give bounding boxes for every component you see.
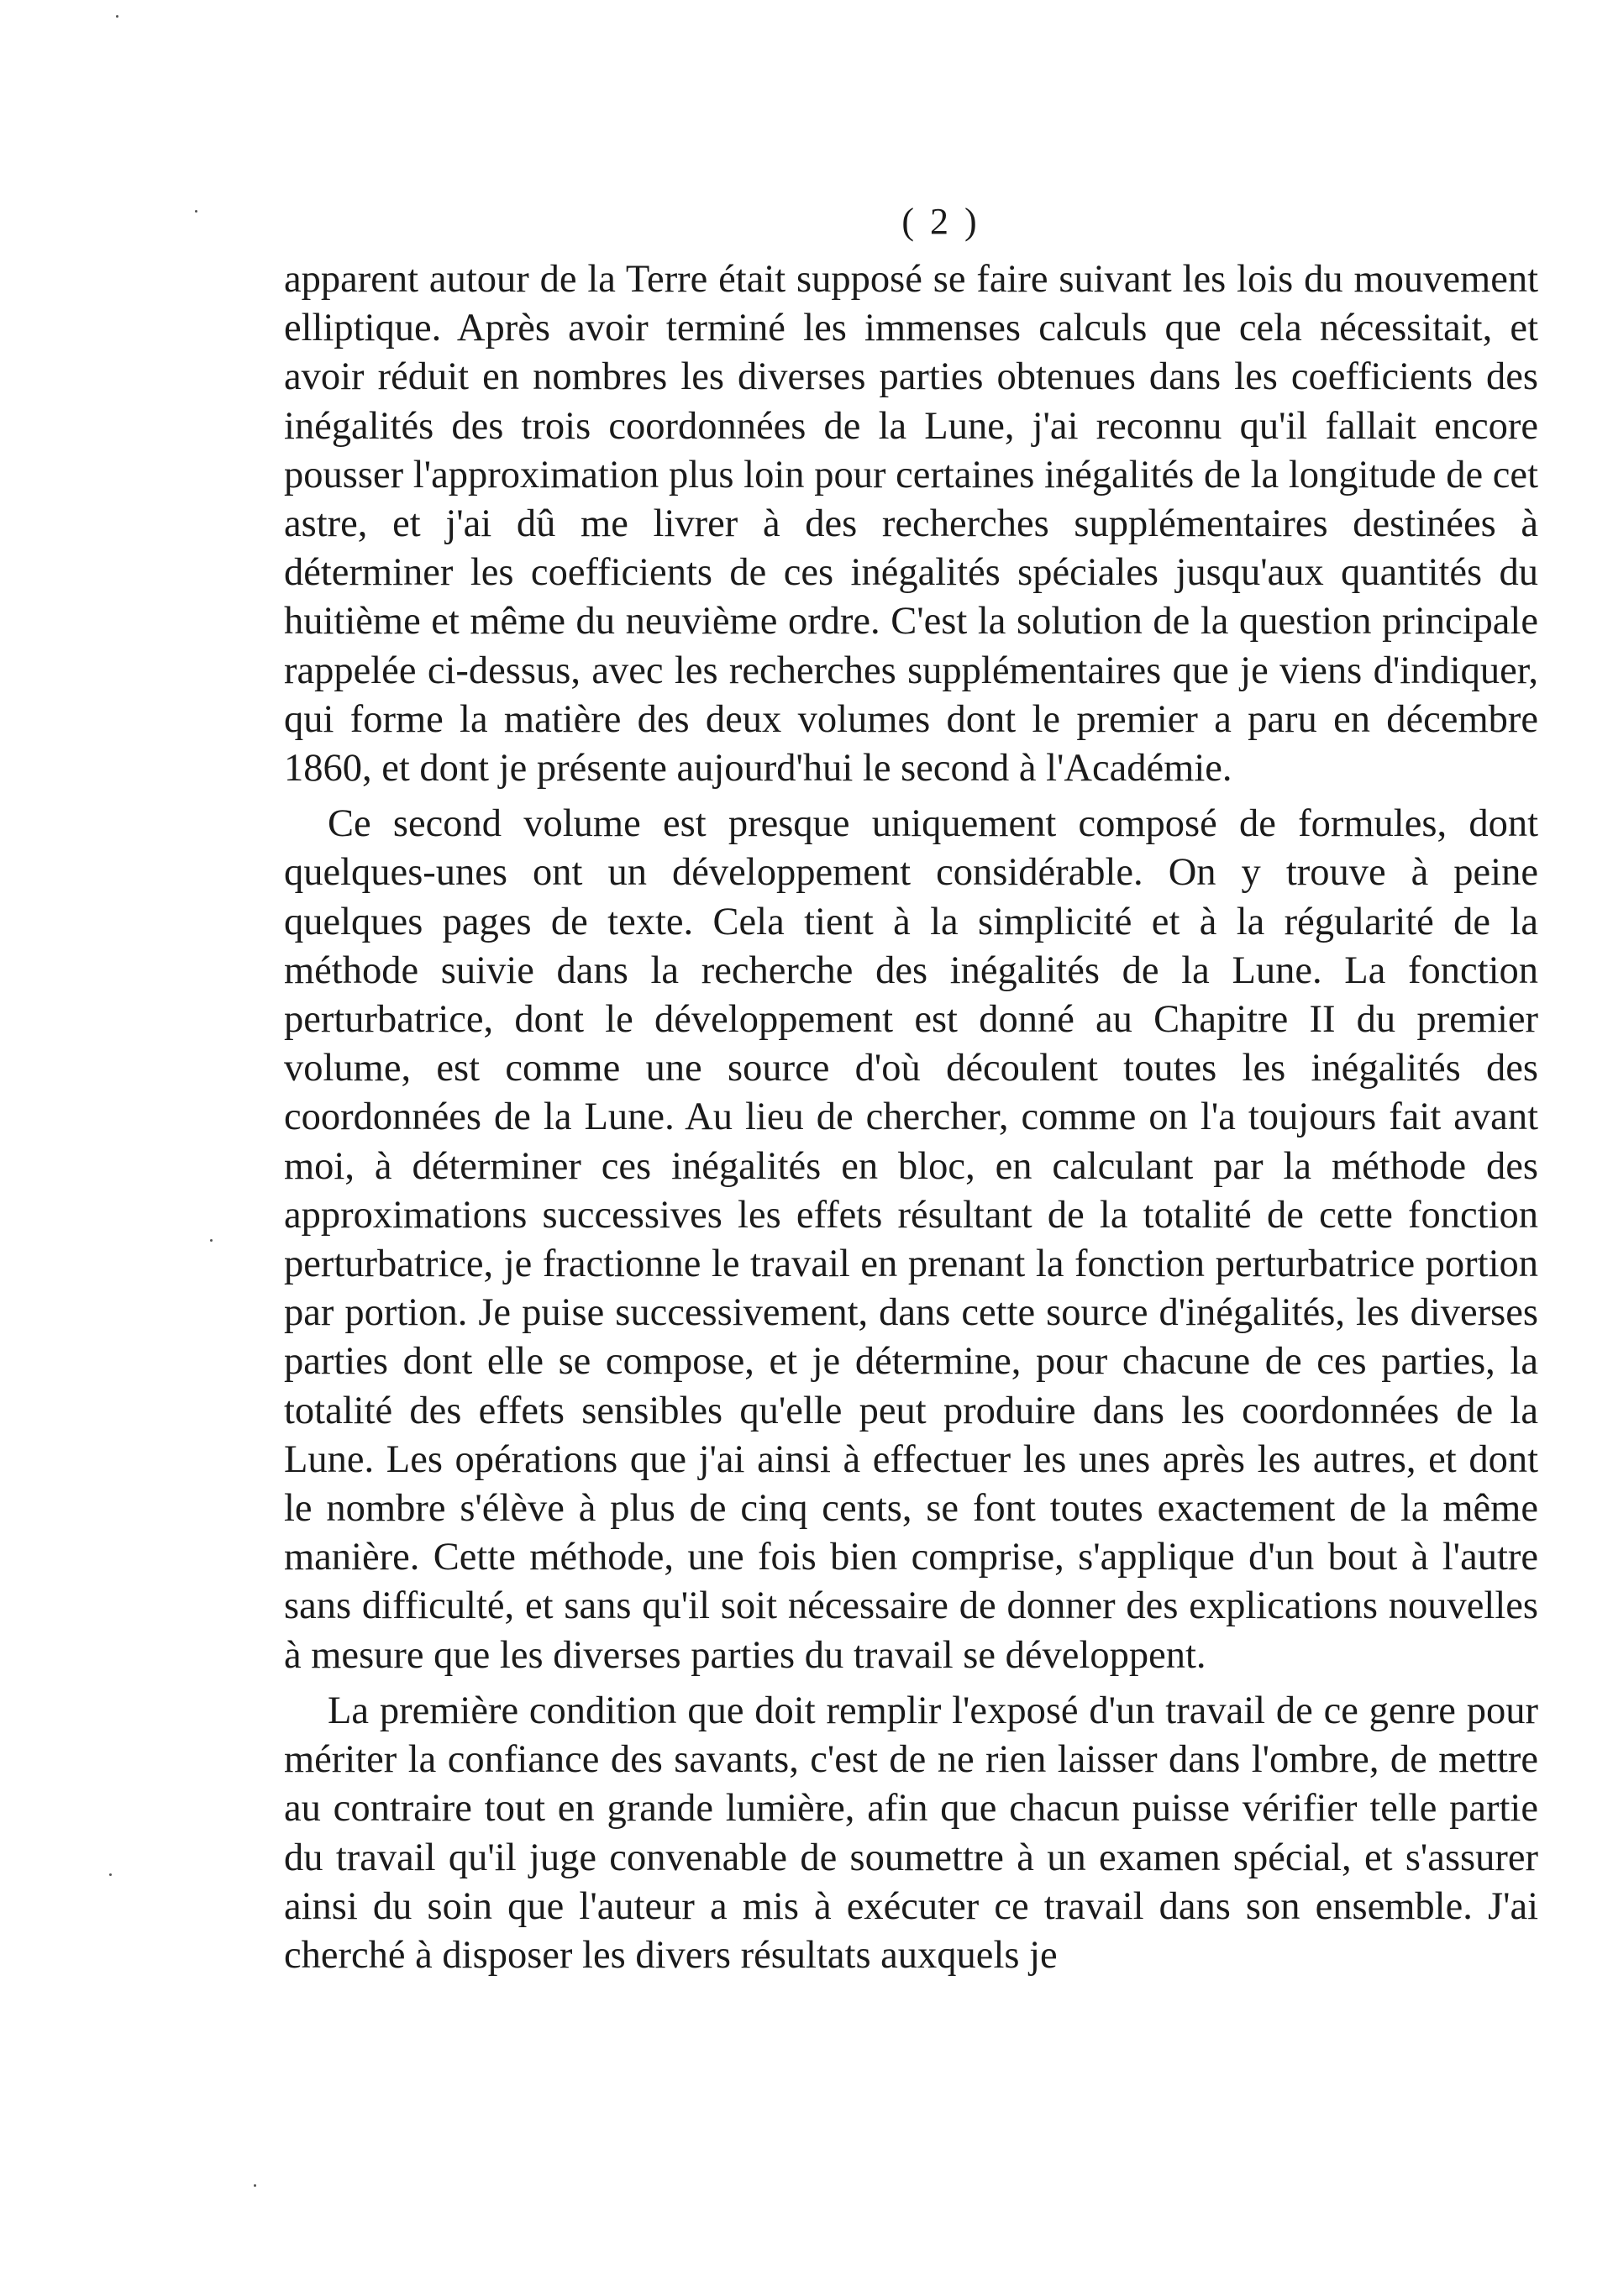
scan-speck	[195, 210, 197, 213]
scan-speck	[116, 15, 118, 18]
body-text	[284, 255, 1538, 1987]
scan-speck	[210, 1239, 213, 1242]
paragraph-3: La première condition que doit remplir l'exposé d'un travail de ce genre pour mériter la confiance des savants, c'est de ne rien laisser dans l'ombre, de mettre au contraire tout en grande lumière, afin que chacun puisse vérifier telle partie du travail qu'il juge convenable de soumettre à un examen spécial, et s'assurer ainsi du soin que l'auteur a mis à exécuter ce travail dans son ensemble. J'ai cherché à disposer les divers résultats auxquels je	[284, 1689, 1538, 1977]
scan-speck	[109, 1873, 112, 1876]
paragraph-1: apparent autour de la Terre était supposé se faire suivant les lois du mouvement elliptique. Après avoir terminé les immenses calculs que cela nécessitait, et avoir réduit en nombres les diverses parties obtenues dans les coefficients des inégalités des trois coordonnées de la Lune, j'ai reconnu qu'il fallait encore pousser l'approximation plus loin pour certaines inégalités de la longitude de cet astre, et j'ai dû me livrer à des recherches supplémentaires destinées à déterminer les coefficients de ces inégalités spéciales jusqu'aux quantités du huitième et même du neuvième ordre. C'est la solution de la question principale rappelée ci-dessus, avec les recherches supplémentaires que je viens d'indiquer, qui forme la matière des deux volumes dont le premier a paru en décembre 1860, et dont je présente aujourd'hui le second à l'Académie.	[284, 258, 1538, 791]
paragraph-2: Ce second volume est presque uniquement composé de formules, dont quelques-unes ont un développement considérable. On y trouve à peine quelques pages de texte. Cela tient à la simplicité et à la régularité de la méthode suivie dans la recherche des inégalités de la Lune. La fonction perturbatrice, dont le développement est donné au Chapitre II du premier volume, est comme une source d'où découlent toutes les inégalités des coordonnées de la Lune. Au lieu de chercher, comme on l'a toujours fait avant moi, à déterminer ces inégalités en bloc, en calculant par la méthode des approximations successives les effets résultant de la totalité de cette fonction perturbatrice, je fractionne le travail en prenant la fonction perturbatrice portion par portion. Je puise successivement, dans cette source d'inégalités, les diverses parties dont elle se compose, et je détermine, pour chacune de ces parties, la totalité des effets sensibles qu'elle peut produire dans les coordonnées de la Lune. Les opérations que j'ai ainsi à effectuer les unes après les autres, et dont le nombre s'élève à plus de cinq cents, se font toutes exactement de la même manière. Cette méthode, une fois bien comprise, s'applique d'un bout à l'autre sans difficulté, et sans qu'il soit nécessaire de donner des explications nouvelles à mesure que les diverses parties du travail se développent.	[284, 802, 1538, 1677]
page-number: ( 2 )	[901, 201, 980, 242]
scan-speck	[254, 2184, 256, 2187]
